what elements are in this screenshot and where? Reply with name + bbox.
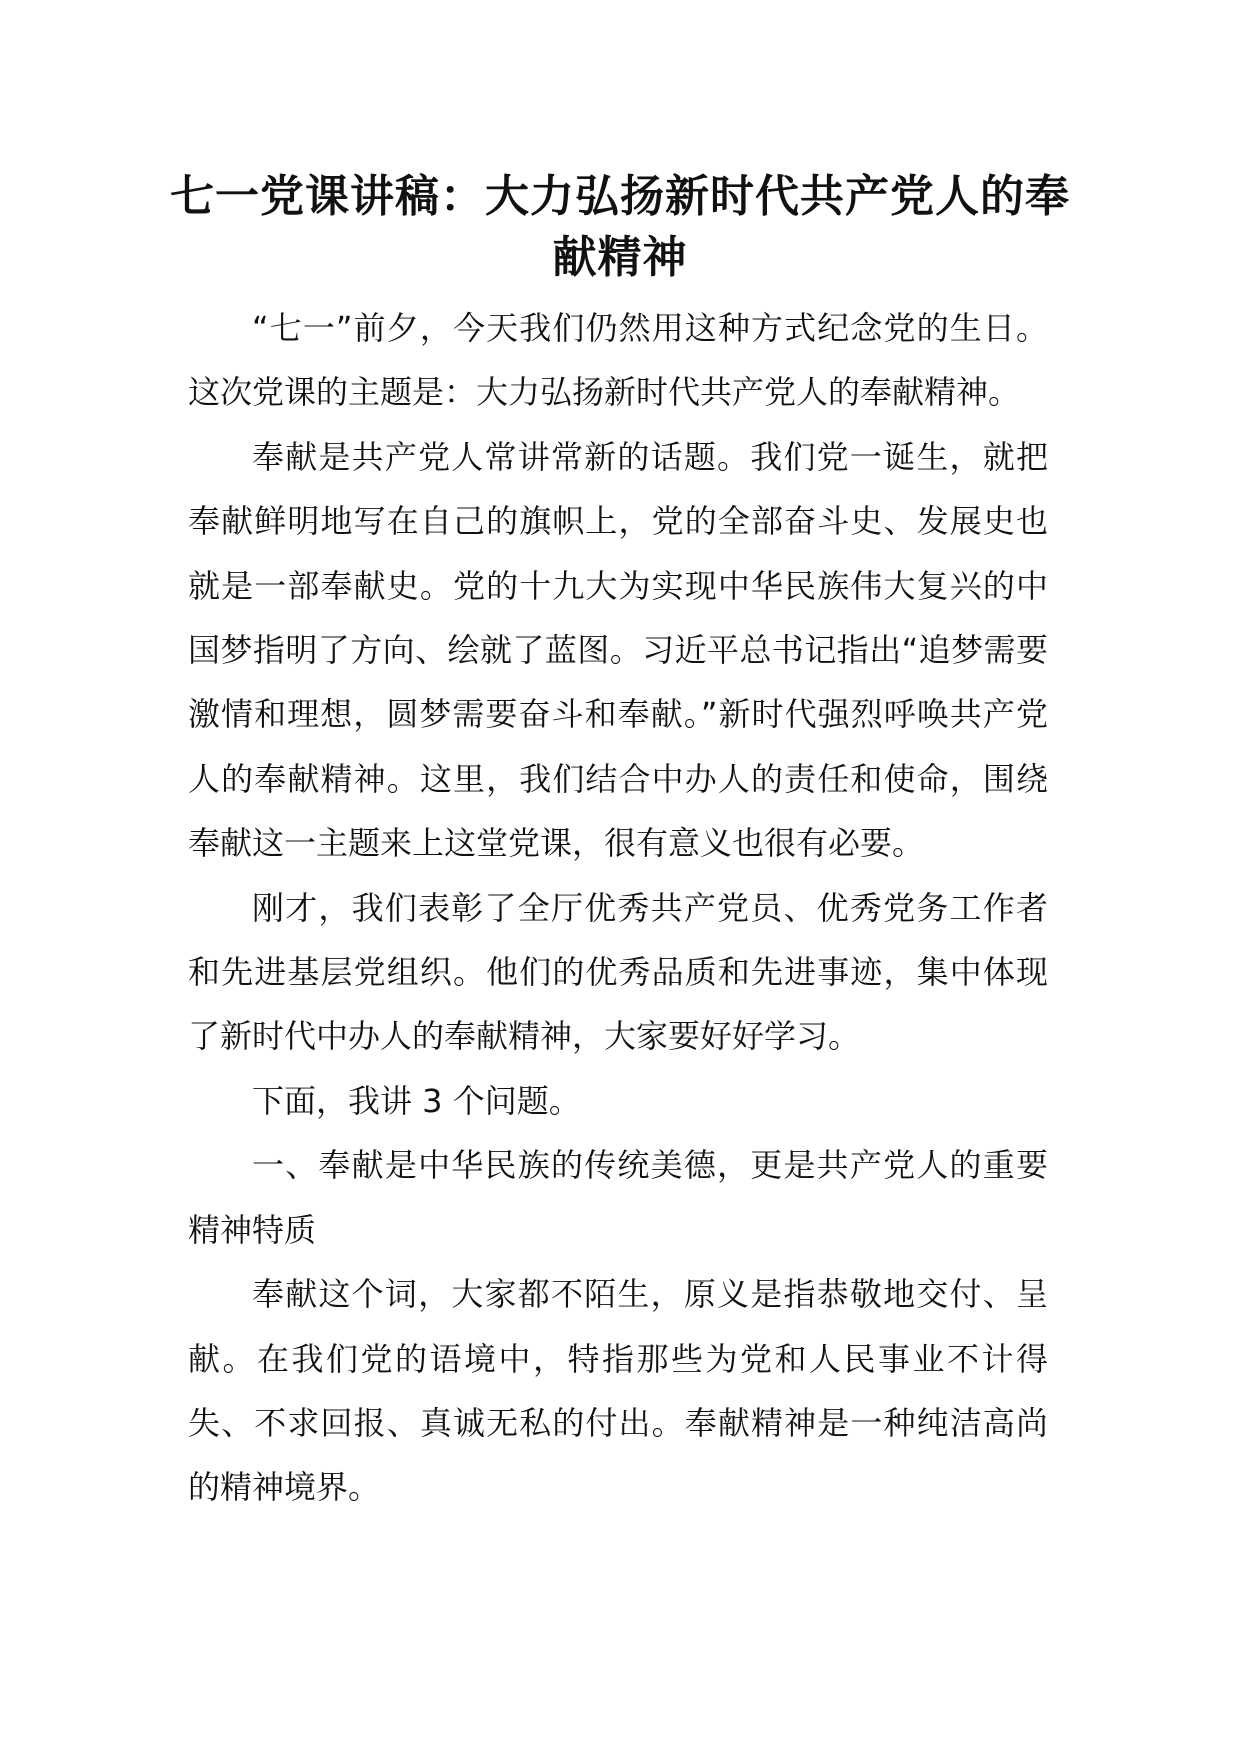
- paragraph-dedication-topic: 奉献是共产党人常讲常新的话题。我们党一诞生，就把奉献鲜明地写在自己的旗帜上，党的全部奋斗史、发展史也就是一部奉献史。党的十九大为实现中华民族伟大复兴的中国梦指明了方向、绘就了蓝图。习近平总书记指出“追梦需要激情和理想，圆梦需要奋斗和奉献。”新时代强烈呼唤共产党人的奉献精神。这里，我们结合中办人的责任和使命，围绕奉献这一主题来上这堂党课，很有意义也很有必要。: [188, 437, 1048, 863]
- paragraph-outline: 下面，我讲 3 个问题。: [252, 1081, 581, 1120]
- document-title: 七一党课讲稿：大力弘扬新时代共产党人的奉献精神: [170, 171, 1070, 283]
- paragraph-definition: 奉献这个词，大家都不陌生，原义是指恭敬地交付、呈献。在我们党的语境中，特指那些为党和人民事业不计得失、不求回报、真诚无私的付出。奉献精神是一种纯洁高尚的精神境界。: [188, 1275, 1048, 1507]
- section-heading-one: 一、奉献是中华民族的传统美德，更是共产党人的重要精神特质: [188, 1146, 1048, 1249]
- document-body: [188, 296, 1048, 1520]
- paragraph-intro: “七一”前夕，今天我们仍然用这种方式纪念党的生日。这次党课的主题是：大力弘扬新时代共产党人的奉献精神。: [188, 309, 1048, 412]
- paragraph-commendation: 刚才，我们表彰了全厅优秀共产党员、优秀党务工作者和先进基层党组织。他们的优秀品质和先进事迹，集中体现了新时代中办人的奉献精神，大家要好好学习。: [188, 888, 1048, 1056]
